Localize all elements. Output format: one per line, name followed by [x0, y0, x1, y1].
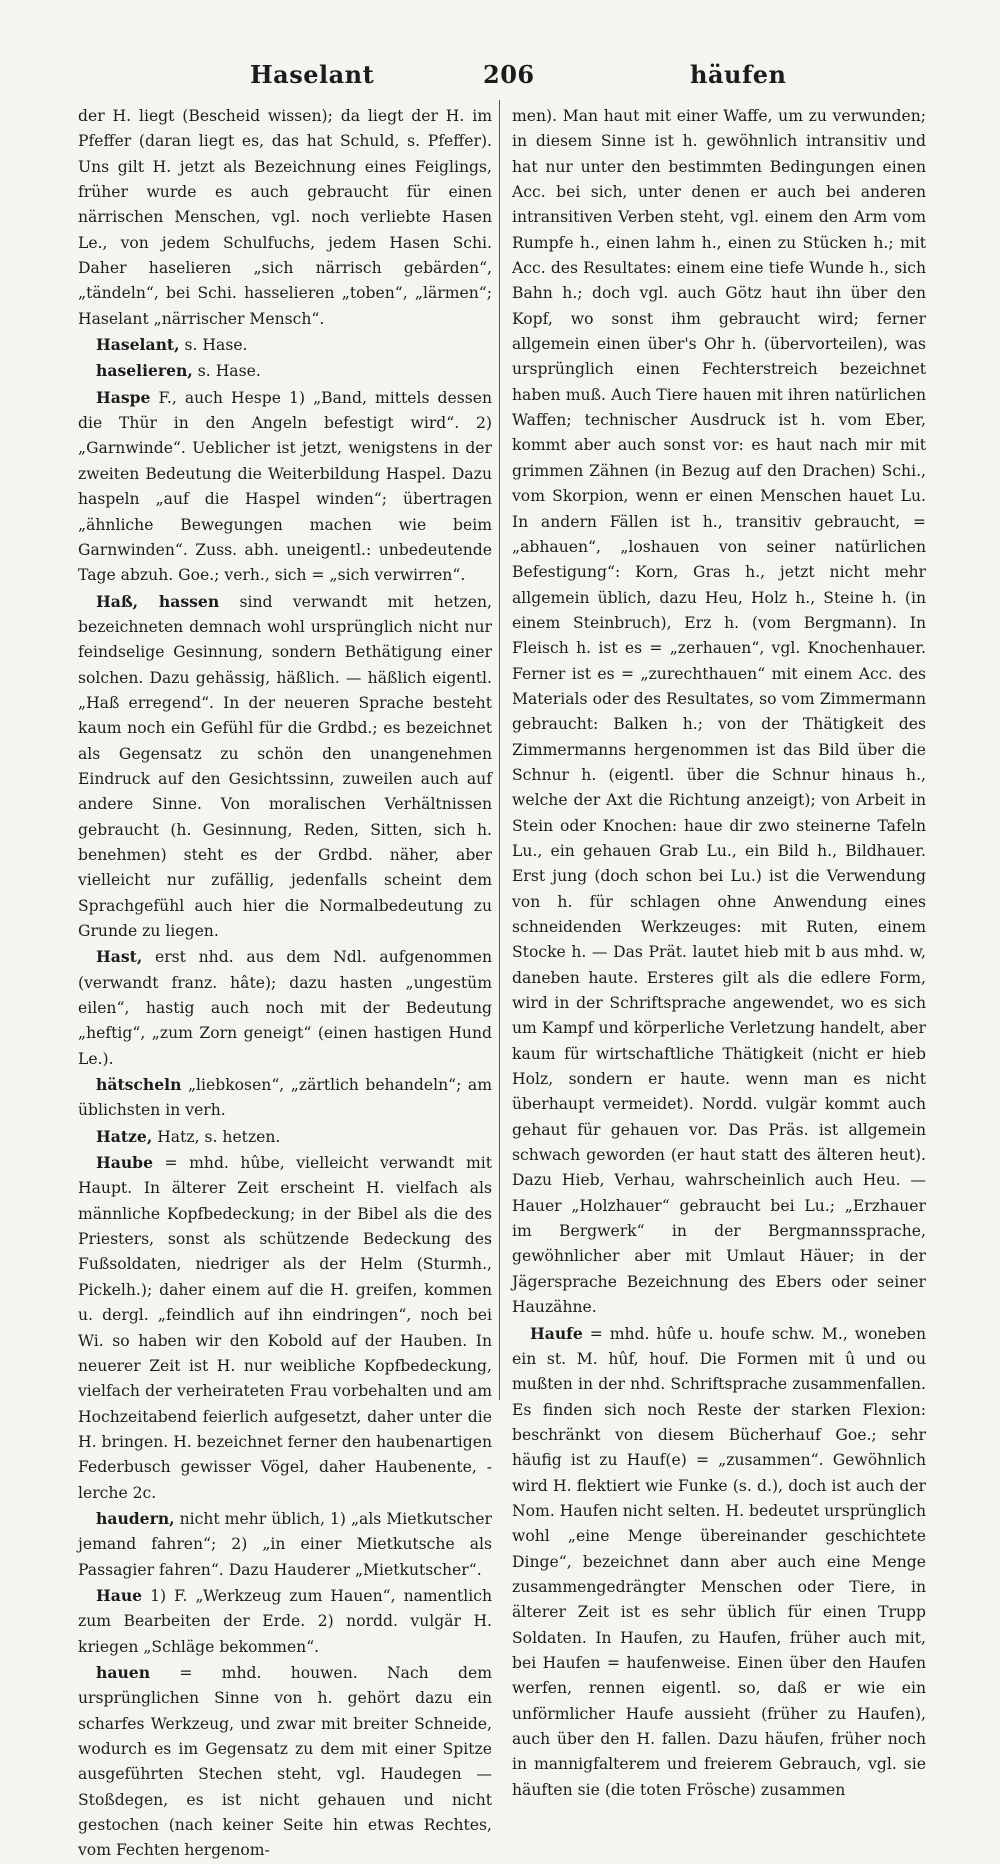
entry-text: der H. liegt (Bescheid wissen); da liegt der H. im Pfeffer (daran liegt es, das hat Schuld, s. Pfeffer). Uns gilt H. jetzt als Bezeichnung eines Feiglings, früher wurde es auch gebraucht für einen närrischen Menschen, vgl. noch verliebte Hasen Le., von jedem Schulfuchs, jedem Hasen Schi. Daher haselieren „sich närrisch gebärden“, „tändeln“, bei Schi. hasselieren „toben“, „lärmen“; Haselant „närrischer Mensch“. [78, 107, 492, 328]
entry-text: F., auch Hespe 1) „Band, mittels dessen die Thür in den Angeln befestigt wird“. 2) „Garnwinde“. Ueblicher ist jetzt, wenigstens in der zweiten Bedeutung die Weiterbildung Haspel. Dazu haspeln „auf die Haspel winden“; übertragen „ähnliche Bewegungen machen wie beim Garnwinden“. Zuss. abh. uneigentl.: unbedeutende Tage abzuh. Goe.; verh., sich = „sich verwirren“. [78, 388, 492, 585]
entry-text: s. Hase. [192, 362, 261, 381]
dictionary-entry [512, 104, 926, 1321]
entry-headword: Hatze, [96, 1126, 153, 1146]
entry-text: sind verwandt mit hetzen, bezeichneten demnach wohl ursprünglich nicht nur feindselige Gesinnung, sondern Bethätigung einer solchen. Dazu gehässig, häßlich. — häßlich eigentl. „Haß erregend“. In der neueren Sprache besteht kaum noch ein Gefühl für die Grdbd.; es bezeichnet als Gegensatz zu schön den unangenehmen Eindruck auf den Gesichtssinn, zuweilen auch auf andere Sinne. Von moralischen Verhältnissen gebraucht (h. Gesinnung, Reden, Sitten, sich h. benehmen) steht es der Grdbd. näher, aber vielleicht nur zufällig, jedenfalls scheint dem Sprachgefühl auch hier die Normalbedeutung zu Grunde zu liegen. [78, 592, 492, 940]
entry-headword: Haufe [530, 1323, 583, 1343]
entry-headword: haudern, [96, 1508, 175, 1528]
entry-text: men). Man haut mit einer Waffe, um zu verwunden; in diesem Sinne ist h. gewöhnlich intransitiv und hat nur unter den bestimmten Bedingungen einen Acc. bei sich, unter denen er auch bei anderen intransitiven Verben steht, vgl. einem den Arm vom Rumpfe h., einen lahm h., einen zu Stücken h.; mit Acc. des Resultates: einem eine tiefe Wunde h., sich Bahn h.; doch vgl. auch Götz haut ihn über den Kopf, wo sonst ihm gebraucht wird; ferner allgemein einen über's Ohr h. (übervorteilen), was ursprünglich einen Fechterstreich bezeichnet haben muß. Auch Tiere hauen mit ihren natürlichen Waffen; technischer Ausdruck ist h. vom Eber, kommt aber auch sonst vor: es haut nach mir mit grimmen Zähnen (in Bezug auf den Drachen) Schi., vom Skorpion, wenn er einen Menschen hauet Lu. In andern Fällen ist h., transitiv gebraucht, = „abhauen“, „loshauen von seiner natürlichen Befestigung“: Korn, Gras h., jetzt nicht mehr allgemein üblich, dazu Heu, Holz h., Steine h. (in einem Steinbruch), Erz h. (vom Bergmann). In Fleisch h. ist es = „zerhauen“, vgl. Knochenhauer. Ferner ist es = „zurechthauen“ mit einem Acc. des Materials oder des Resultates, so vom Zimmermann gebraucht: Balken h.; von der Thätigkeit des Zimmermanns hergenommen ist das Bild über die Schnur h. (eigentl. über die Schnur hinaus h., welche der Axt die Richtung anzeigt); von Arbeit in Stein oder Knochen: haue dir zwo steinerne Tafeln Lu., ein gehauen Grab Lu., ein Bild h., Bildhauer. Erst jung (doch schon bei Lu.) ist die Verwendung von h. für schlagen ohne Anwendung eines schneidenden Werkzeuges: mit Ruten, einem Stocke h. — Das Prät. lautet hieb mit b aus mhd. w, daneben haute. Ersteres gilt als die edlere Form, wird in der Schriftsprache angewendet, wo es sich um Kampf und körperliche Verletzung handelt, aber kaum für wirtschaftliche Thätigkeit (nicht er hieb Holz, sondern er haute. wenn man es nicht überhaupt vermeidet). Nordd. vulgär kommt auch gehaut für gehauen vor. Das Präs. ist allgemein schwach geworden (er haut statt des älteren heut). Dazu Hieb, Verhau, wahrscheinlich auch Heu. — Hauer „Holzhauer“ gebraucht bei Lu.; „Erzhauer im Bergwerk“ in der Bergmannssprache, gewöhnlicher aber mit Umlaut Häuer; in der Jägersprache Bezeichnung des Ebers oder seiner Hauzähne. [512, 107, 926, 1317]
dictionary-entry [78, 1150, 492, 1506]
dictionary-entry [78, 1660, 492, 1864]
entry-headword: haselieren, [96, 361, 193, 381]
entry-text: 1) F. „Werkzeug zum Hauen“, namentlich zum Bearbeiten der Erde. 2) nordd. vulgär H. kriegen „Schläge bekommen“. [78, 1586, 492, 1656]
entry-headword: hätscheln [96, 1075, 182, 1095]
dictionary-entry [78, 385, 492, 589]
dictionary-entry [78, 944, 492, 1072]
dictionary-entry [78, 332, 492, 358]
entry-headword: Hast, [96, 947, 143, 967]
entry-headword: Haß, hassen [96, 591, 220, 611]
page-number: 206 [483, 60, 535, 89]
entry-text: = mhd. hûfe u. houfe schw. M., woneben ein st. M. hûf, houf. Die Formen mit û und ou mußten in der nhd. Schriftsprache zusammenfallen. Es finden sich noch Reste der starken Flexion: beschränkt von diesem Bücherhauf Goe.; sehr häufig ist zu Hauf(e) = „zusammen“. Gewöhnlich wird H. flektiert wie Funke (s. d.), doch ist auch der Nom. Haufen nicht selten. H. bedeutet ursprünglich wohl „eine Menge übereinander geschichtete Dinge“, bezeichnet dann aber auch eine Menge zusammengedrängter Menschen oder Tiere, in älterer Zeit ist es sehr üblich für einen Trupp Soldaten. In Haufen, zu Haufen, früher auch mit, bei Haufen = haufenweise. Einen über den Haufen werfen, rennen eigentl. so, daß er wie ein unförmlicher Haufe aussieht (früher zu Haufen), auch über den H. fallen. Dazu häufen, früher noch in mannigfalterem und freierem Gebrauch, vgl. sie häuften sie (die toten Frösche) zusammen [512, 1324, 926, 1799]
dictionary-entry [78, 589, 492, 945]
entry-headword: Haube [96, 1153, 153, 1173]
entry-text: nicht mehr üblich, 1) „als Mietkutscher jemand fahren“; 2) „in einer Mietkutsche als Passagier fahren“. Dazu Hauderer „Mietkutscher“. [78, 1509, 492, 1579]
entry-text: = mhd. houwen. Nach dem ursprünglichen Sinne von h. gehört dazu ein scharfes Werkzeug, und zwar mit breiter Schneide, wodurch es im Gegensatz zu dem mit einer Spitze ausgeführten Stechen steht, vgl. Haudegen — Stoßdegen, es ist nicht gehauen und nicht gestochen (nach keiner Seite hin etwas Rechtes, vom Fechten hergenom- [78, 1663, 492, 1860]
entry-headword: Haspe [96, 387, 151, 407]
running-head-left: Haselant [250, 60, 375, 89]
entry-text: „liebkosen“, „zärtlich behandeln“; am üblichsten in verh. [78, 1076, 492, 1120]
running-head-right: häufen [690, 60, 787, 89]
right-column [512, 104, 926, 1799]
column-divider [499, 100, 500, 1400]
dictionary-entry [78, 358, 492, 384]
entry-text: s. Hase. [179, 336, 248, 355]
dictionary-entry [78, 1124, 492, 1150]
dictionary-entry [78, 104, 492, 332]
entry-headword: hauen [96, 1662, 151, 1682]
entry-headword: Haue [96, 1585, 143, 1605]
dictionary-entry [78, 1506, 492, 1583]
entry-text: = mhd. hûbe, vielleicht verwandt mit Haupt. In älterer Zeit erscheint H. vielfach als männliche Kopfbedeckung; in der Bibel als die des Priesters, sonst als schützende Bedeckung des Fußsoldaten, niedriger als der Helm (Sturmh., Pickelh.); daher einem auf die H. greifen, kommen u. dergl. „feindlich auf ihn eindringen“, noch bei Wi. so haben wir den Kobold auf der Hauben. In neuerer Zeit ist H. nur weibliche Kopfbedeckung, vielfach der verheirateten Frau vorbehalten und am Hochzeitabend feierlich aufgesetzt, daher unter die H. bringen. H. bezeichnet ferner den haubenartigen Federbusch gewisser Vögel, daher Haubenente, -lerche 2c. [78, 1154, 492, 1502]
running-head [78, 60, 920, 92]
dictionary-entry [78, 1072, 492, 1124]
entry-text: Hatz, s. hetzen. [152, 1127, 281, 1146]
dictionary-entry [512, 1321, 926, 1804]
entry-headword: Haselant, [96, 335, 180, 355]
dictionary-entry [78, 1583, 492, 1660]
entry-text: erst nhd. aus dem Ndl. aufgenommen (verwandt franz. hâte); dazu hasten „ungestüm eilen“, hastig auch noch mit der Bedeutung „heftig“, „zum Zorn geneigt“ (einen hastigen Hund Le.). [78, 948, 492, 1068]
left-column [78, 104, 492, 1860]
